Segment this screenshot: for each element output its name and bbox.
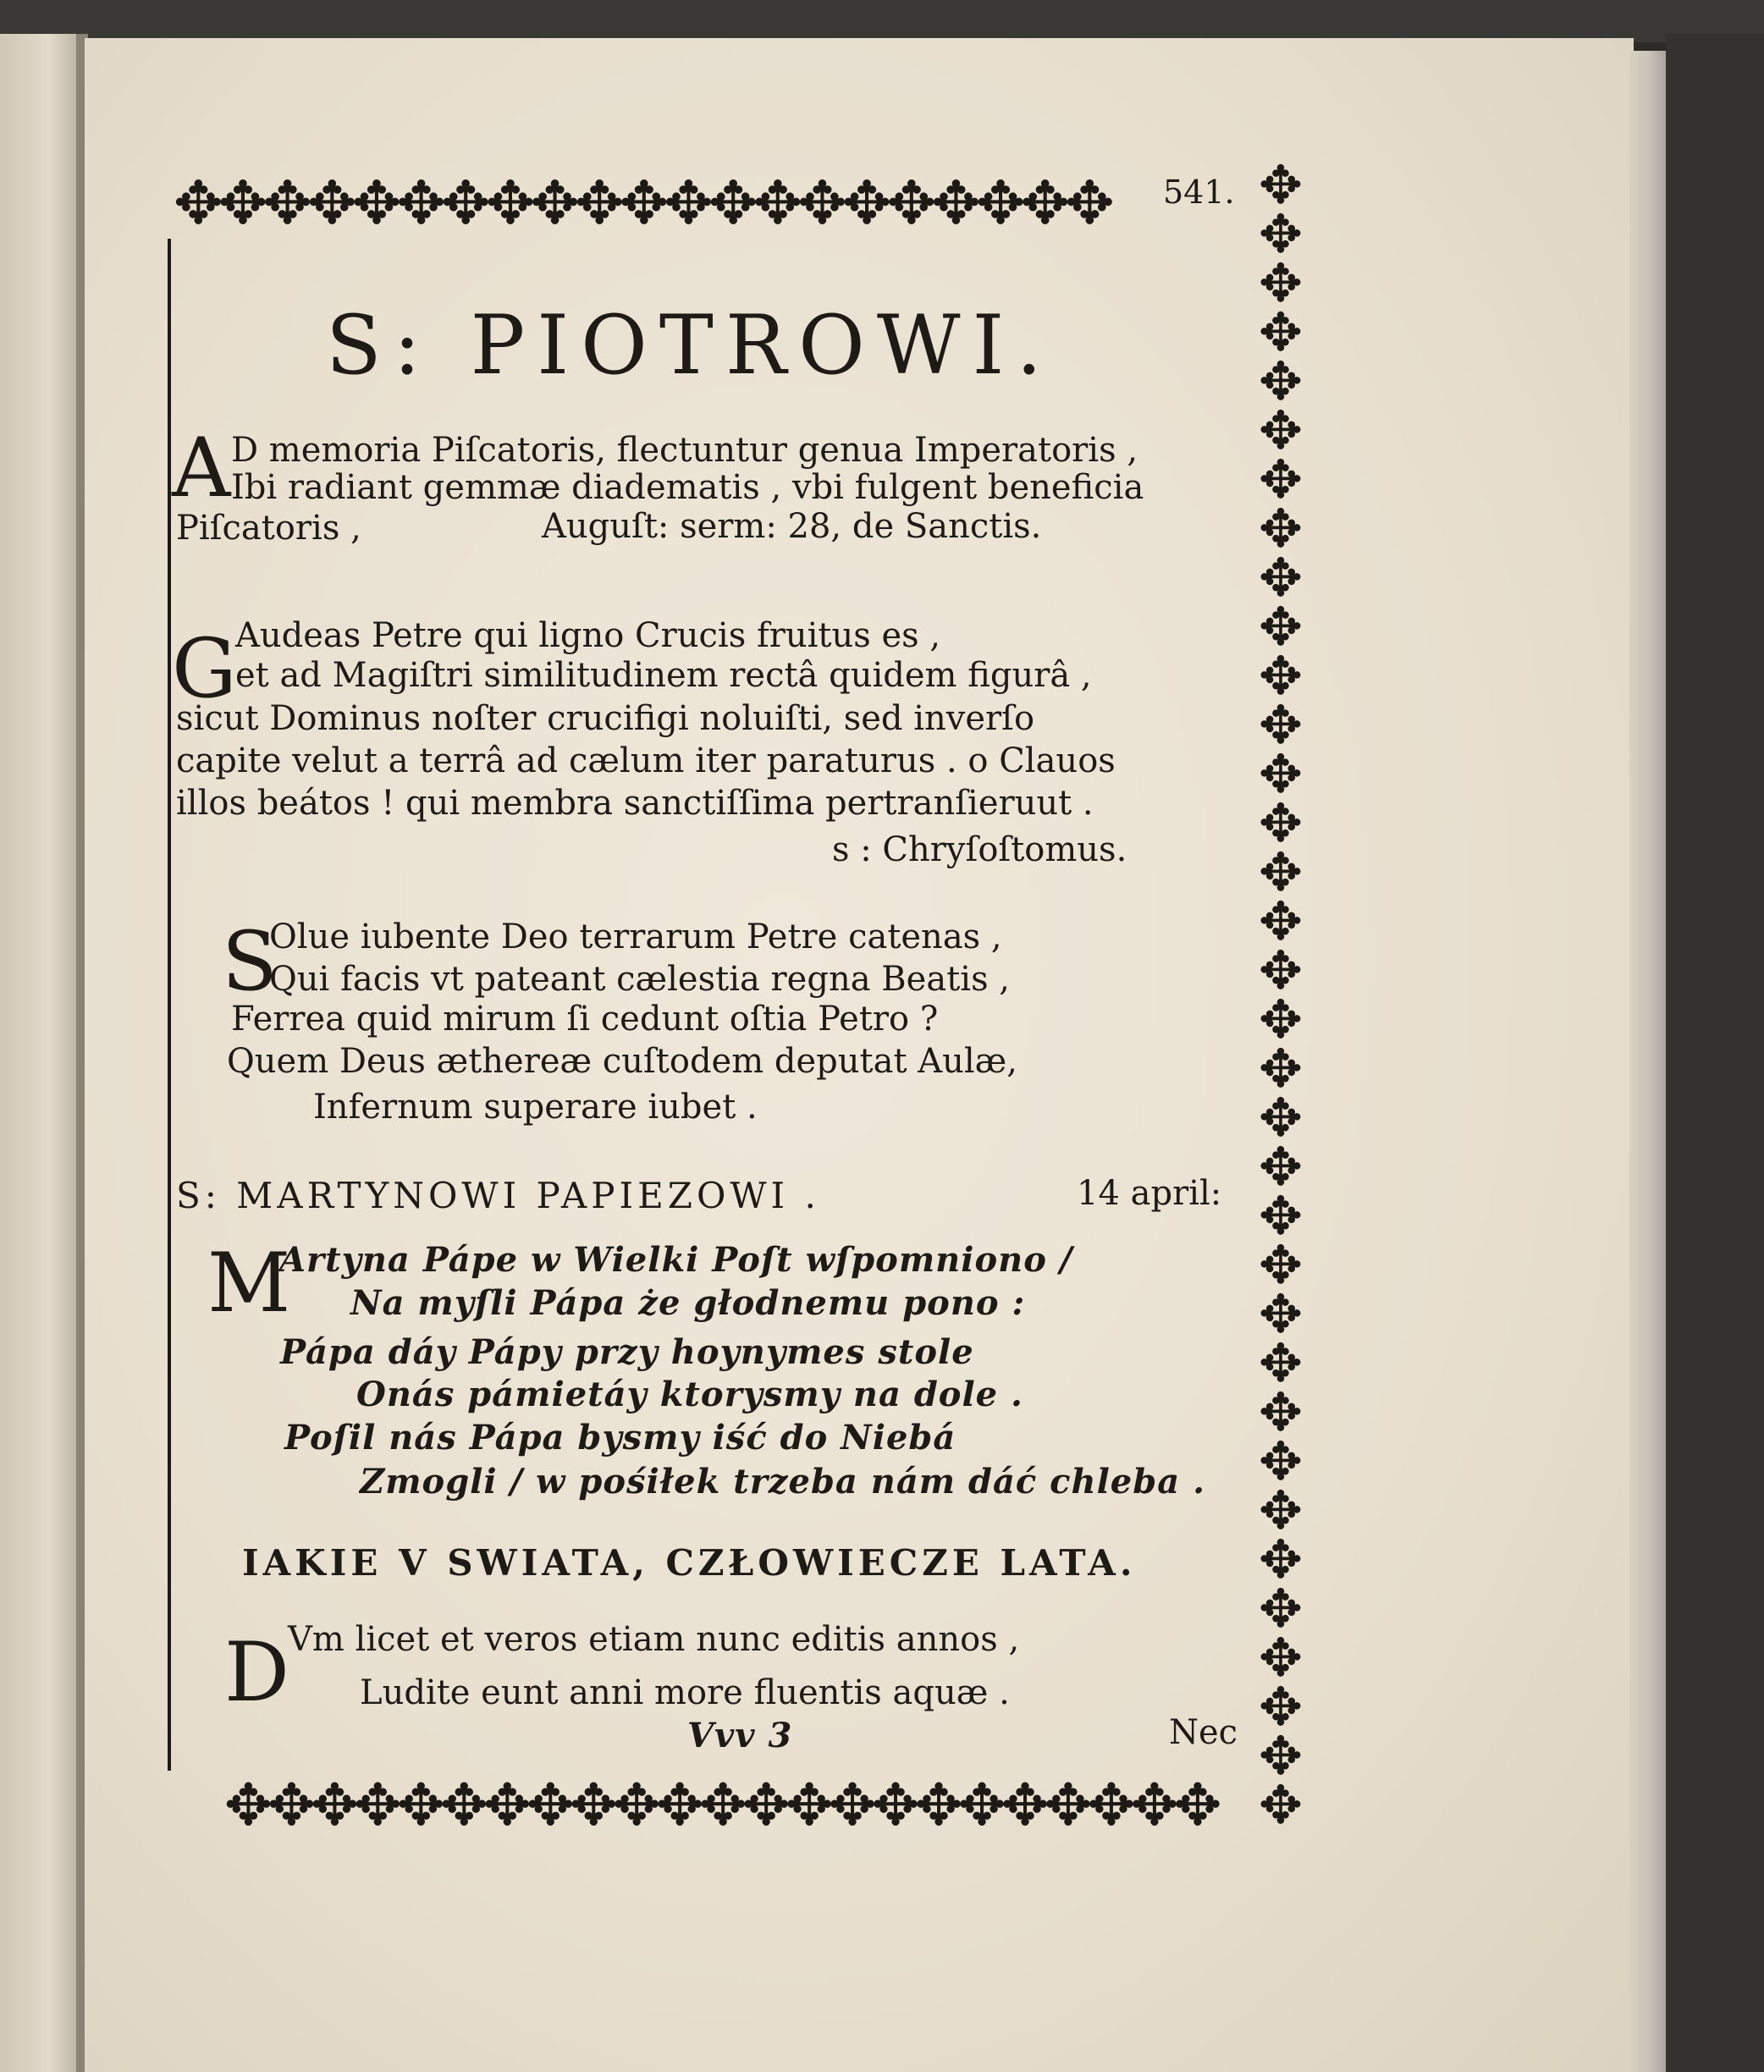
left-page-edge xyxy=(0,34,81,2072)
ornament-border-top: ✥✥✥✥✥✥✥✥✥✥✥✥✥✥✥✥✥✥✥✥✥ xyxy=(174,168,1110,238)
verse-line: Infernum superare iubet . xyxy=(313,1088,758,1127)
drop-cap: D xyxy=(224,1625,289,1720)
drop-cap: S xyxy=(222,914,278,1009)
page-stack-edge xyxy=(1629,51,1668,2072)
ornament-border-right: ✥✥✥✥✥✥✥✥✥✥✥✥✥✥✥✥✥✥✥✥✥✥✥✥✥✥✥✥✥✥✥✥✥✥ xyxy=(1259,154,1303,1836)
text-line: Piſcatoris , xyxy=(176,509,361,548)
drop-cap: G xyxy=(172,621,237,716)
verse-line: Qui facis vt pateant cælestia regna Beatis , xyxy=(269,960,1011,999)
section-heading: IAKIE V SWIATA, CZŁOWIECZE LATA. xyxy=(242,1542,1137,1584)
verse-line: Quem Deus æthereæ cuſtodem deputat Aulæ, xyxy=(227,1042,1017,1081)
ornament-border-bottom: ✥✥✥✥✥✥✥✥✥✥✥✥✥✥✥✥✥✥✥✥✥✥✥ xyxy=(224,1772,1217,1839)
drop-cap: A xyxy=(172,421,231,515)
verse-line: Na myſli Pápa że głodnemu pono : xyxy=(350,1283,1026,1323)
verse-line: Onás pámietáy ktorysmy na dole . xyxy=(356,1375,1023,1414)
verse-line: Artyna Pápe w Wielki Poſt wſpomniono / xyxy=(279,1240,1073,1280)
book-cover-top xyxy=(0,0,1764,42)
text-line: et ad Magiſtri similitudinem rectâ quidem figurâ , xyxy=(235,656,1092,695)
verse-line: Vm licet et veros etiam nunc editis annos , xyxy=(288,1620,1020,1659)
catchword: Nec xyxy=(1169,1713,1238,1752)
book-cover-right xyxy=(1666,34,1764,2072)
verse-line: Zmogli / w pośiłek trzeba nám dáć chleba . xyxy=(360,1462,1205,1502)
section-heading: S: MARTYNOWI PAPIEZOWI . xyxy=(176,1175,820,1216)
source-citation: s : Chryſoſtomus. xyxy=(832,830,1127,869)
page-number: 541. xyxy=(1163,174,1235,211)
text-line: D memoria Piſcatoris, flectuntur genua Imperatoris , xyxy=(231,431,1138,470)
verse-line: Pápa dáy Pápy przy hoynymes stole xyxy=(280,1332,974,1372)
text-line: sicut Dominus noſter crucifigi noluiſti, sed inverſo xyxy=(176,699,1035,738)
text-line: illos beátos ! qui membra sanctiſſima pertranſieruut . xyxy=(176,784,1094,823)
verse-line: Ludite eunt anni more fluentis aquæ . xyxy=(360,1673,1010,1712)
text-line: Audeas Petre qui ligno Crucis fruitus es , xyxy=(235,616,941,655)
verse-line: Ferrea quid mirum ſi cedunt oſtia Petro ? xyxy=(231,1000,939,1039)
signature-mark: Vvv 3 xyxy=(687,1716,793,1755)
left-border-rule xyxy=(168,239,171,1771)
text-line: Ibi radiant gemmæ diadematis , vbi fulgent beneficia xyxy=(231,468,1144,507)
drop-cap: M xyxy=(207,1236,291,1331)
source-citation: Auguſt: serm: 28, de Sanctis. xyxy=(542,507,1042,546)
text-line: capite velut a terrâ ad cælum iter paraturus . o Clauos xyxy=(176,741,1116,780)
verse-line: Olue iubente Deo terrarum Petre catenas , xyxy=(269,918,1002,956)
verse-line: Poſil nás Pápa bysmy iść do Niebá xyxy=(284,1418,956,1458)
page-title: S: PIOTROWI. xyxy=(326,298,1054,393)
feast-date: 14 april: xyxy=(1077,1174,1222,1213)
